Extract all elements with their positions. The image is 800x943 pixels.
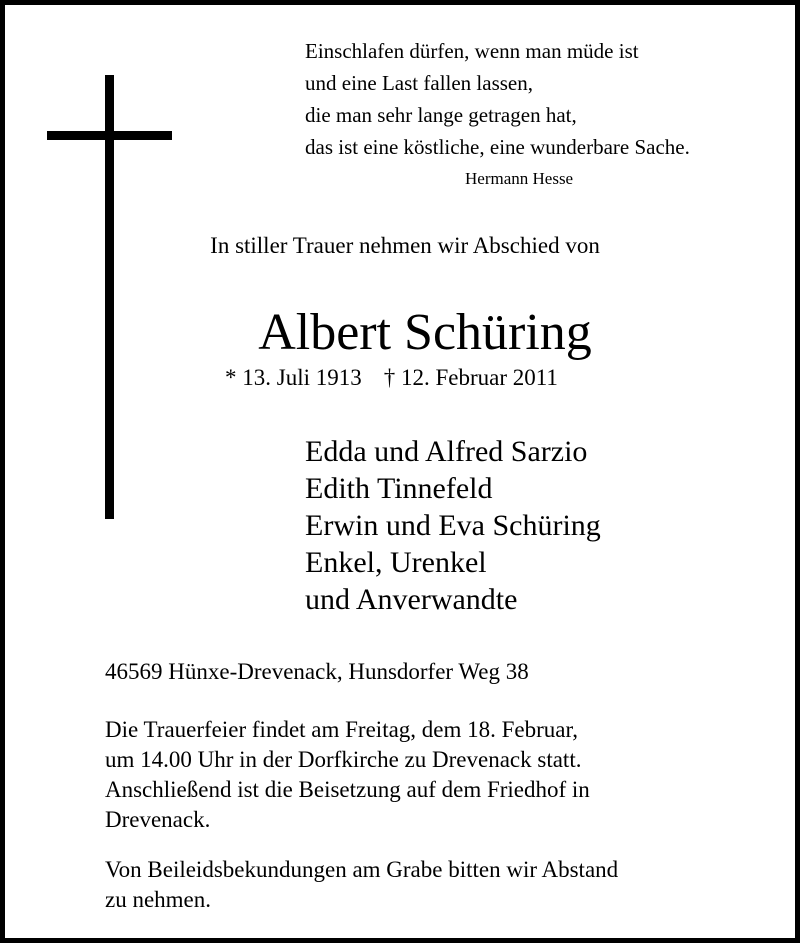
poem-line: Einschlafen dürfen, wenn man müde ist	[305, 39, 639, 63]
poem-line: und eine Last fallen lassen,	[305, 71, 534, 95]
ceremony-line: Die Trauerfeier findet am Freitag, dem 18. Februar,	[105, 717, 578, 742]
mourner-entry: Erwin und Eva Schüring	[305, 509, 601, 542]
condolence-paragraph	[105, 855, 618, 915]
cross-vertical-bar	[105, 75, 114, 519]
ceremony-line: Anschließend ist die Beisetzung auf dem Friedhof in	[105, 777, 590, 802]
address: 46569 Hünxe-Drevenack, Hunsdorfer Weg 38	[105, 659, 529, 684]
death-date: † 12. Februar 2011	[383, 365, 558, 390]
condolence-line: Von Beileidsbekundungen am Grabe bitten wir Abstand	[105, 857, 619, 882]
life-dates	[225, 365, 558, 391]
mourner-entry: Edda und Alfred Sarzio	[305, 435, 588, 468]
poem-line: die man sehr lange getragen hat,	[305, 103, 577, 127]
mourners-list	[305, 433, 601, 618]
birth-date: * 13. Juli 1913	[225, 365, 362, 390]
poem-author: Hermann Hesse	[465, 169, 574, 188]
mourner-entry: Enkel, Urenkel	[305, 546, 487, 579]
ceremony-line: um 14.00 Uhr in der Dorfkirche zu Drevenack statt.	[105, 747, 582, 772]
condolence-line: zu nehmen.	[105, 887, 212, 912]
cross-horizontal-bar	[47, 131, 172, 140]
ceremony-line: Drevenack.	[105, 807, 211, 832]
poem-quote	[305, 35, 690, 163]
intro-text: In stiller Trauer nehmen wir Abschied von	[210, 233, 600, 258]
ceremony-paragraph	[105, 715, 590, 835]
mourner-entry: Edith Tinnefeld	[305, 472, 493, 505]
deceased-name: Albert Schüring	[258, 304, 592, 361]
poem-line: das ist eine köstliche, eine wunderbare Sache.	[305, 135, 690, 159]
mourner-entry: und Anverwandte	[305, 583, 518, 616]
